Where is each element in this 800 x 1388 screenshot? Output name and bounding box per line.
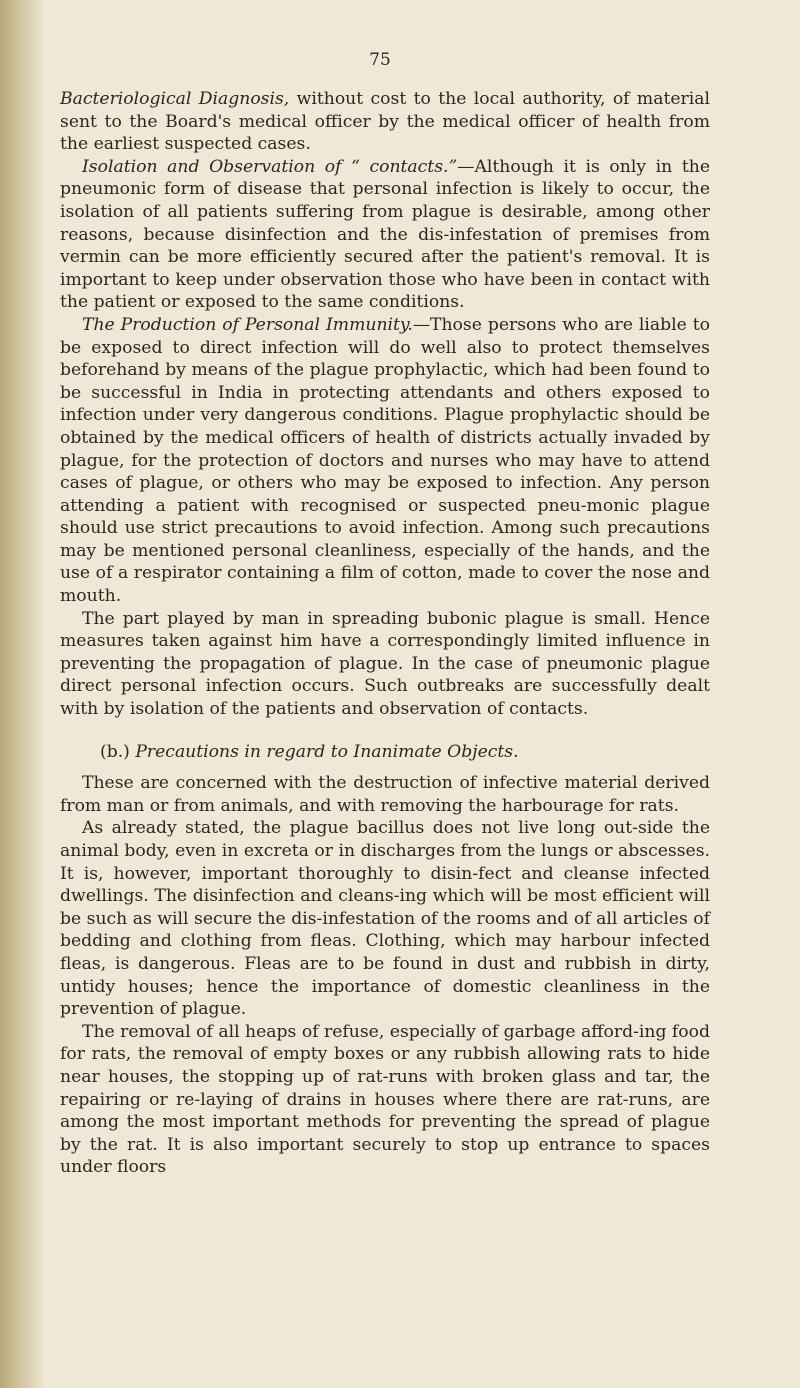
run-in-heading: Isolation and Observation of “ contacts.” [82,156,458,177]
book-page [50,0,782,1388]
section-heading [60,741,710,764]
section-title: Precautions in regard to Inanimate Objects. [135,741,519,762]
paragraph-disinfection: As already stated, the plague bacillus does not live long out-side the animal body, even in excreta or in discharges from the lungs or abscesses. It is, however, important thoroughly to disin-fect and cleanse infected dwellings. The disinfection and cleans-ing which will be most efficient will be such as will secure the dis-infestation of the rooms and of all articles of bedding and clothing from fleas. Clothing, which may harbour infected fleas, is dangerous. Fleas are to be found in dust and rubbish in dirty, untidy houses; hence the importance of domestic cleanliness in the prevention of plague. [60,818,710,1020]
paragraph-personal-immunity [60,314,710,608]
run-in-heading: Bacteriological Diagnosis, [60,89,290,109]
page-body [60,88,710,1179]
paragraph-destruction-infective-material: These are concerned with the destruction of infective material derived from man or from animals, and with removing the harbourage for rats. [60,773,710,816]
paragraph-part-played-by-man [60,608,710,721]
paragraph-text: —Those persons who are liable to be exposed to direct infection will do well also to protect themselves beforehand by means of the plague prophylactic, which had been found to be successful in India in protecting attendants and others exposed to infection under very dangerous conditions. Plague prophylactic should be obtained by the medical officers of health of districts actually invaded by plague, for the protection of doctors and nurses who may have to attend cases of plague, or others who may be exposed to infection. Any person attending a patient with recognised or suspected pneu-monic plague should use strict precautions to avoid infection. Among such precautions may be mentioned personal cleanliness, especially of the hands, and the use of a respirator containing a film of cotton, made to cover the nose and mouth. [60,314,710,607]
paragraph-text: without cost to the local authority, of material sent to the Board's medical officer by the medical officer of health from the earliest suspected cases. [60,89,710,155]
section-label: (b.) [100,741,130,762]
paragraph-removal-of-refuse: The removal of all heaps of refuse, especially of garbage afford-ing food for rats, the removal of empty boxes or any rubbish allowing rats to hide near houses, the stopping up of rat-runs with broken glass and tar, the repairing or re-laying of drains in houses where there are rat-runs, are among the most important methods for preventing the spread of plague by the rat. It is also important securely to stop up entrance to spaces under floors [60,1021,710,1178]
paragraph-isolation-observation [60,156,710,314]
page-binding-edge [0,0,46,1388]
run-in-heading: The Production of Personal Immunity. [82,314,413,335]
paragraph-text: The part played by man in spreading bubonic plague is small. Hence measures taken against him have a correspondingly limited influence in preventing the propagation of plague. In the case of pneumonic plague direct personal infection occurs. Such outbreaks are successfully dealt with by isolation of the patients and observation of contacts. [60,608,710,720]
page-number: 75 [369,50,391,70]
paragraph-text: —Although it is only in the pneumonic form of disease that personal infection is likely to occur, the isolation of all patients suffering from plague is desirable, among other reasons, because disinfection and the dis-infestation of premises from vermin can be more efficiently secured after the patient's removal. It is important to keep under observation those who have been in contact with the patient or exposed to the same conditions. [60,156,710,313]
paragraph-bacteriological-diagnosis [60,88,710,156]
